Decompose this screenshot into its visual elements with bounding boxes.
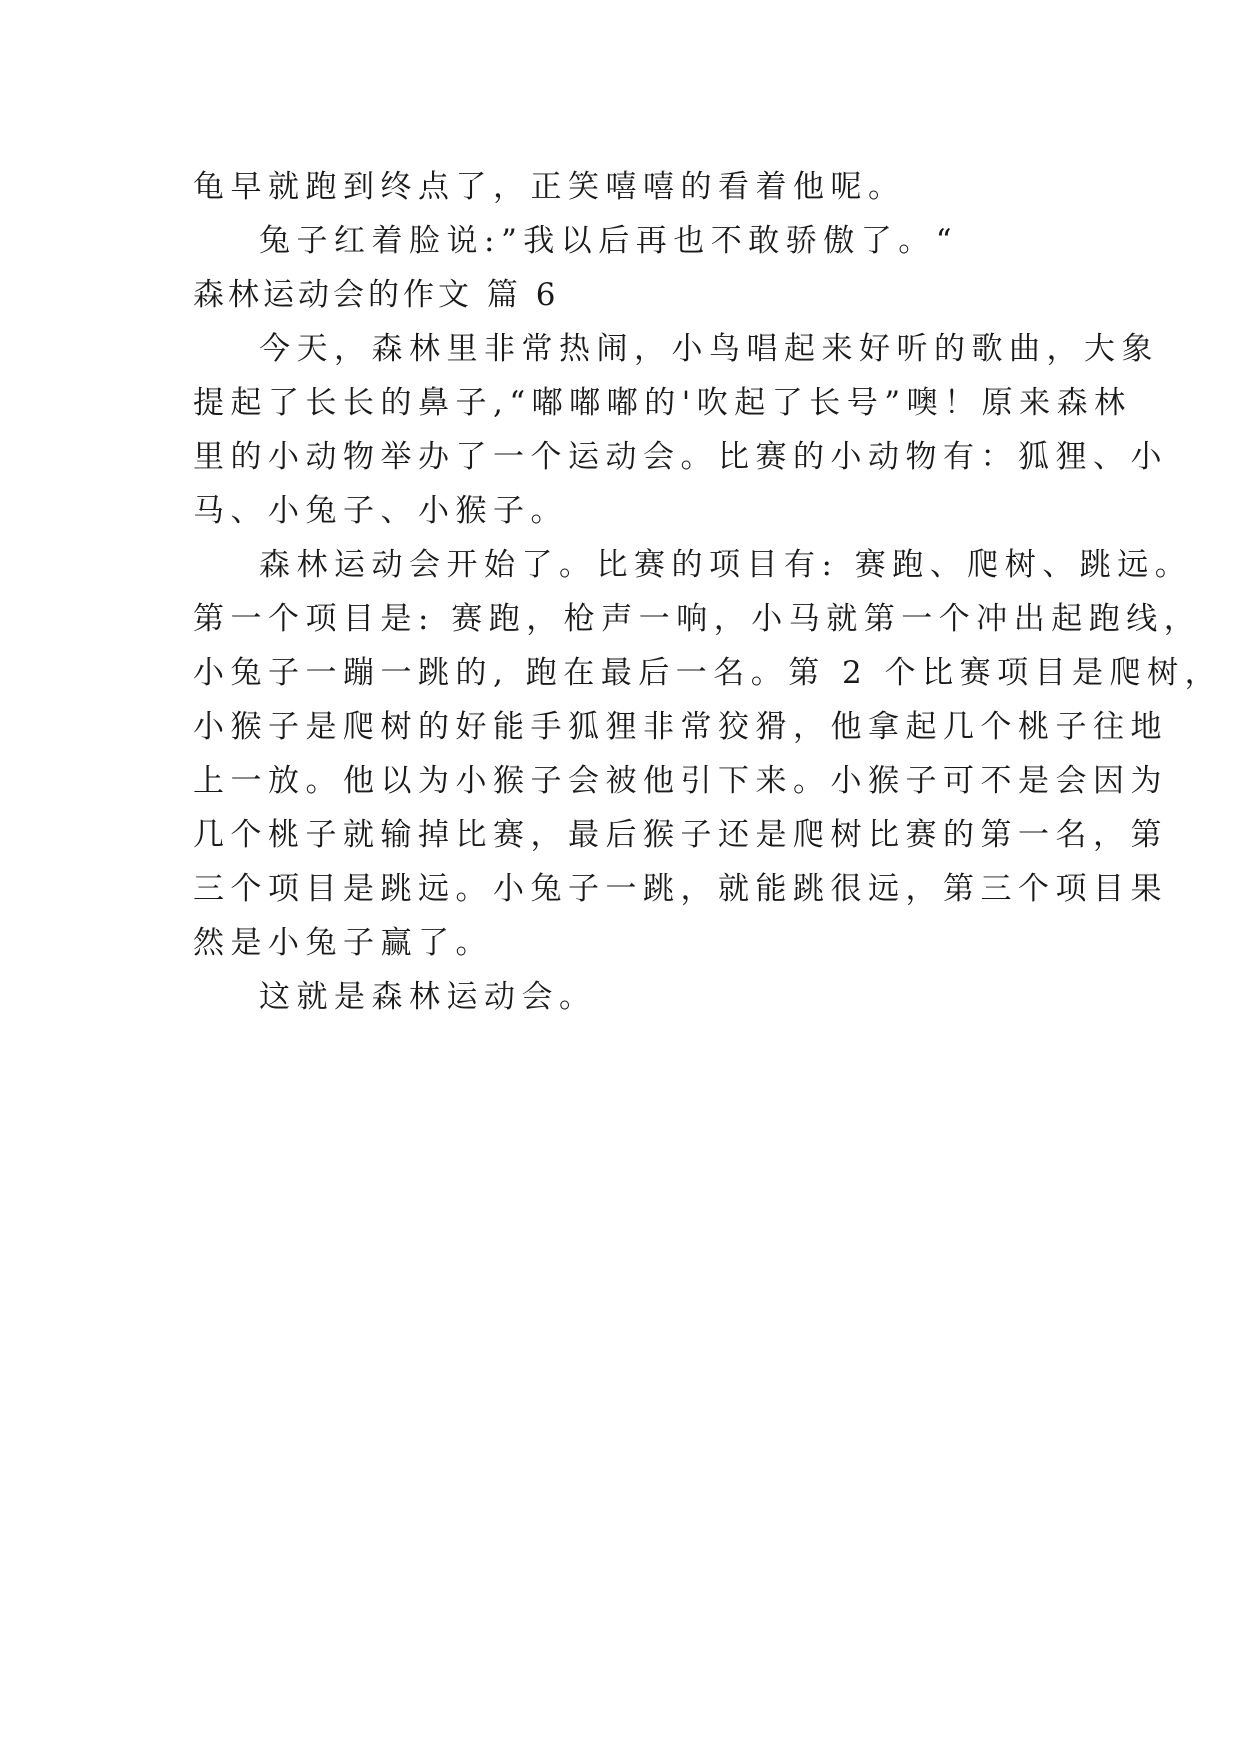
text-line: 上一放。他以为小猴子会被他引下来。小猴子可不是会因为 <box>193 763 1168 799</box>
text-line: 第一个项目是: 赛跑，枪声一响，小马就第一个冲出起跑线， <box>193 601 1202 637</box>
text-line: 三个项目是跳远。小兔子一跳，就能跳很远，第三个项目果 <box>193 871 1168 907</box>
paragraph-2 <box>193 538 1223 970</box>
closing-line: 这就是森林运动会。 <box>259 979 597 1015</box>
document-body <box>193 160 1223 1024</box>
text-line: 小兔子一蹦一跳的, 跑在最后一名。第 2 个比赛项目是爬树， <box>193 655 1223 691</box>
text-line: 今天，森林里非常热闹，小鸟唱起来好听的歌曲，大象 <box>259 331 1159 367</box>
text-line: 小猴子是爬树的好能手狐狸非常狡猾，他拿起几个桃子往地 <box>193 709 1168 745</box>
quote-line: 兔子红着脸说:”我以后再也不敢骄傲了。“ <box>259 223 959 259</box>
text-line: 里的小动物举办了一个运动会。比赛的小动物有：狐狸、小 <box>193 439 1168 475</box>
text-line: 龟早就跑到终点了，正笑嘻嘻的看着他呢。 <box>193 169 906 205</box>
text-line: 马、小兔子、小猴子。 <box>193 493 568 529</box>
paragraph-1 <box>193 322 1168 538</box>
text-line: 几个桃子就输掉比赛，最后猴子还是爬树比赛的第一名，第 <box>193 817 1168 853</box>
section-heading: 森林运动会的作文 篇 6 <box>193 277 560 313</box>
text-line: 提起了长长的鼻子,“嘟嘟嘟的'吹起了长号”噢！原来森林 <box>193 385 1132 421</box>
text-line: 森林运动会开始了。比赛的项目有: 赛跑、爬树、跳远。 <box>259 547 1193 583</box>
text-line: 然是小兔子赢了。 <box>193 925 493 961</box>
